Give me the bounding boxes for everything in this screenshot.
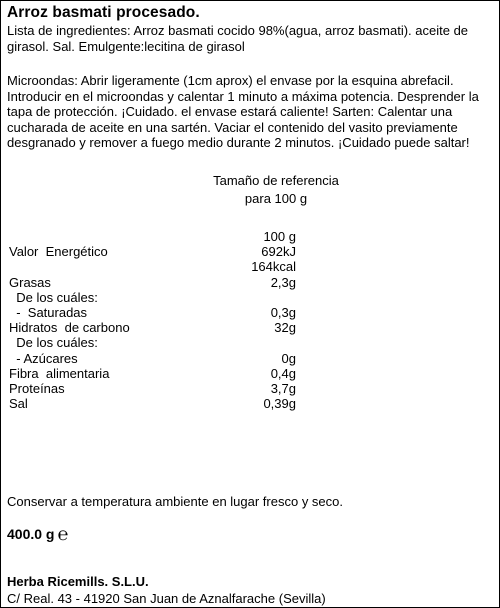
nutrition-value: 0,39g (263, 396, 296, 412)
reference-size (161, 172, 391, 207)
nutrition-value: 100 g (263, 229, 296, 244)
nutrition-value: 2,3g (270, 274, 296, 290)
nutrition-row (1, 335, 500, 350)
nutrition-row (1, 275, 500, 290)
nutrition-row (1, 305, 500, 320)
nutrition-value: 0g (281, 350, 296, 366)
nutrition-label: Sal (9, 396, 28, 412)
nutrition-row (1, 381, 500, 396)
nutrition-label: - Azúcares (9, 350, 78, 366)
nutrition-row (1, 396, 500, 411)
net-weight-value: 400.0 g (7, 526, 55, 542)
nutrition-label: Fibra alimentaria (9, 365, 110, 381)
nutrition-value: 0,4g (270, 365, 296, 381)
nutrition-label: De los cuáles: (9, 335, 98, 351)
reference-size-line2: para 100 g (244, 190, 308, 206)
nutrition-value: 692kJ (261, 244, 296, 260)
company-address: C/ Real. 43 - 41920 San Juan de Aznalfarache (Sevilla) (7, 591, 326, 606)
estimated-sign-icon: ℮ (57, 524, 69, 544)
nutrition-row (1, 244, 500, 259)
nutrition-row (1, 259, 500, 274)
ingredients-text: Lista de ingredientes: Arroz basmati cocido 98%(agua, arroz basmati). aceite de girasol. Sal. Emulgente:lecitina de girasol (7, 23, 469, 54)
nutrition-label: De los cuáles: (9, 289, 98, 305)
nutrition-label: - Saturadas (9, 304, 88, 320)
nutrition-label: Proteínas (9, 380, 65, 396)
product-title: Arroz basmati procesado. (7, 4, 200, 21)
nutrition-row (1, 351, 500, 366)
nutrition-label: Valor Energético (9, 244, 108, 260)
nutrition-row (1, 320, 500, 335)
nutrition-label: Grasas (9, 274, 51, 290)
nutrition-row (1, 229, 500, 244)
nutrition-row (1, 290, 500, 305)
nutrition-value: 164kcal (251, 259, 296, 275)
net-weight (7, 526, 68, 542)
nutrition-value: 32g (274, 320, 296, 336)
nutrition-label: Hidratos de carbono (9, 320, 130, 336)
company-name: Herba Ricemills. S.L.U. (7, 574, 149, 589)
reference-size-line1: Tamaño de referencia (213, 173, 339, 188)
nutrition-row (1, 366, 500, 381)
instructions-text: Microondas: Abrir ligeramente (1cm aprox) el envase por la esquina abrefacil. Introducir en el microondas y calentar 1 minuto a máxima potencia. Desprender la tapa de protección. ¡Cuidado. el envase estará caliente! Sarten: Calentar una cucharada de aceite en una sartén. Vaciar el contenido del vasito previamente desgranado y remover a fuego medio durante 2 minutos. ¡Cuidado puede saltar! (7, 73, 479, 150)
nutrition-table (1, 229, 500, 411)
nutrition-value: 3,7g (270, 380, 296, 396)
storage-instructions: Conservar a temperatura ambiente en lugar fresco y seco. (7, 494, 344, 509)
nutrition-value: 0,3g (270, 304, 296, 320)
